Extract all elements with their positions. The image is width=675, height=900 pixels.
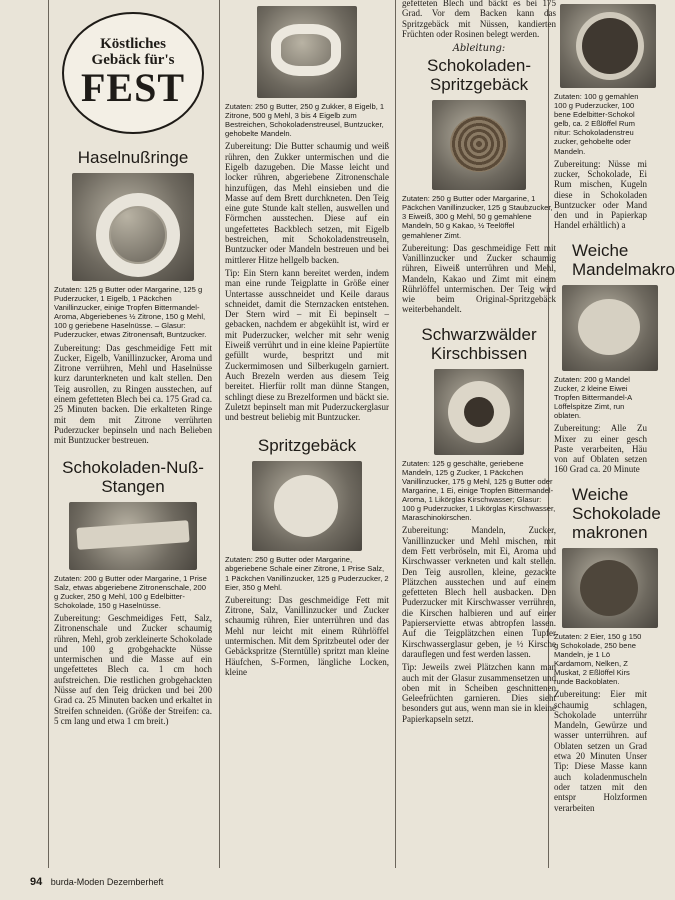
- recipe-title-weiche-schokoladenmakronen: Weiche Schokolade makronen: [572, 484, 661, 542]
- column-3: [396, 0, 562, 872]
- photo-mandelmakronen: [562, 285, 658, 371]
- ingredients-spritzgebaeck: Zutaten: 250 g Butter oder Margarine, abgeriebene Schale einer Zitrone, 1 Prise Salz, 1 Päckchen Vanillinzucker, 125 g Puderzucker, 2 Eier, 350 g Mehl.: [225, 555, 389, 592]
- recipe-title-spritzgebaeck: Spritzgebäck: [257, 436, 357, 456]
- fest-badge: [62, 12, 204, 134]
- subheading-ableitung: Ableitung:: [452, 43, 506, 55]
- photo-schokoladen-nuss-stangen: [69, 502, 197, 570]
- recipe-title-weiche-mandelmakronen: Weiche Mandelmakro: [572, 240, 675, 279]
- page-footer: [30, 876, 163, 888]
- instructions-schokoladen-spritzgebaeck: Zubereitung: Das geschmeidige Fett mit Vanillinzucker und Zucker schaumig rühren, Eiweiß unterrühren und Mehl, Mandeln, Kakao und Zimt mit einem Rührlöffel untermischen. Der Teig wird wie beim Original-Spritzgebäck weiterbehandelt.: [402, 242, 556, 315]
- tip-butterteig: Tip: Ein Stern kann bereitet werden, indem man eine runde Teigplatte in Größe einer Untertasse ausschneidet und Keile daraus schneidet, damit die Sternzacken entstehen. Der Stern wird – mit Ei bepinselt – gebacken, nachdem er abgekühlt ist, wird er mit Puderzucker, welcher mit sehr wenig Eiweiß verrührt und in eine kleine Papiertüte gefüllt wurde, bespritzt und mit Zuckermimosen und Silberkugeln garniert. Auch Brezeln werden aus diesem Teig bereitet. Hierfür rollt man dünne Stangen, schlingt diese zu Brezelformen und bäckt sie. Zuletzt bepinselt man mit Puderzuckerglasur und bestreut beliebig mit Buntzucker.: [225, 267, 389, 423]
- tip-kirschbissen: Tip: Jeweils zwei Plätzchen kann man auch mit der Glasur zusammensetzen und oben mit in Scheiben geschnittenen Geleefrüchten garnieren. Dies sieht besonders gut aus, wenn man sie in kleine Papierkapseln setzt.: [402, 662, 556, 724]
- ingredients-schokoladen-nuss-stangen: Zutaten: 200 g Butter oder Margarine, 1 Prise Salz, etwas abgeriebene Zitronenschale, 200 g Zucker, 250 g Mehl, 100 g Edelbitter-Schokolade, 150 g Haselnüsse.: [54, 573, 207, 610]
- ingredients-schokoladenkugeln: Zutaten: 100 g gemahlen 100 g Puderzucker, 100 bene Edelbitter-Schokol gelb, ca. 2 Eßlöffel Rum nitur: Schokoladenstreu zucker, gehobelte oder Mandeln.: [554, 92, 639, 156]
- photo-schokoladenmakronen: [562, 548, 658, 628]
- issue-name: Dezemberheft: [106, 877, 164, 887]
- photo-schokoladenkugeln: [560, 4, 656, 88]
- instructions-haselnussringe: Zubereitung: Das geschmeidige Fett mit Zucker, Eigelb, Vanillinzucker, Aroma und Zitrone verrühren, Mehl und Haselnüsse kurz darunterkneten und kalt stellen. Den Teig ausrollen, zu Ringen ausstechen, auf einem gefetteten Blech bei ca. 175 Grad ca. 25 Minuten backen. Die erkalteten Ringe mit dem mit Zitrone verrührten Puderzucker bepinseln und nach Belieben mit Buntzucker bestreuen.: [54, 342, 212, 446]
- instructions-spritzgebaeck: Zubereitung: Das geschmeidige Fett mit Zitrone, Salz, Vanillinzucker und Zucker schaumig rühren, Eier unterrühren und das Mehl nur leicht mit einem Rührlöffel untermischen. Mit dem Spritzbeutel oder der Gebäckspritze (Sterntülle) spritzt man kleine Häufchen, S-Formen, längliche Locken, kleine: [225, 594, 389, 677]
- recipe-title-haselnussringe: Haselnußringe: [77, 148, 189, 167]
- instructions-kirschbissen: Zubereitung: Mandeln, Zucker, Vanillinzucker und Mehl mischen, mit dem Fett verbröseln, mit Ei, Aroma und Kirschwasser verkneten und kalt stellen. Den Teig ausrollen, kleine, gezackte Plätzchen ausstechen und auf einem gefetteten Blech hell ausbacken. Den Puderzucker mit Kirschwasser verrühren, die Kirschen halbieren und auf einer Papierserviette etwas abtropfen lassen. Auf die Teigplätzchen einen Tupfer Kirschwasserglasur geben, je ½ Kirsche darauflegen und fest werden lassen.: [402, 525, 556, 659]
- instructions-mandelmakronen: Zubereitung: Alle Zu Mixer zu einer gesch Paste verarbeiten, Häu von auf Oblaten setzen 160 Grad ca. 20 Minute: [554, 423, 647, 475]
- photo-haselnussringe: [72, 173, 194, 281]
- column-4: [548, 0, 675, 872]
- ingredients-schokoladenmakronen: Zutaten: 2 Eier, 150 g 150 g Schokolade, 250 bene Mandeln, je 1 Lö Kardamom, Nelken, Z Muskat, 2 Eßlöffel Kirs runde Backoblaten.: [554, 631, 642, 687]
- badge-line-3: FEST: [80, 65, 186, 110]
- instructions-schokoladenkugeln: Zubereitung: Nüsse mi zucker, Schokolade, Ei Rum mischen, Kugeln diese in Schokoladen Buntzucker oder Mand den und in Papierkap Handel erhältlich) a: [554, 158, 647, 231]
- instructions-continued: gefetteten Blech und bäckt es bei 175 Grad. Vor dem Backen kann das Spritzgebäck mit Nüssen, kandierten Früchten oder Rosinen belegt werden.: [402, 0, 556, 39]
- page-number: 94: [30, 876, 43, 888]
- column-1: [48, 0, 218, 872]
- magazine-name: burda-Moden: [50, 877, 105, 887]
- ingredients-kirschbissen: Zutaten: 125 g geschälte, geriebene Mandeln, 125 g Zucker, 1 Päckchen Vanillinzucker, 175 g Mehl, 125 g Butter oder Margarine, 1 Ei, einige Tropfen Bittermandel-Aroma, 1 Likörglas Kirschwasser; Glasur: 100 g Puderzucker, 1 Likörglas Kirschwasser, Maraschinokirschen.: [402, 458, 556, 523]
- recipe-title-schokoladen-spritzgebaeck: Schokoladen-Spritzgebäck: [427, 56, 531, 95]
- instructions-schokoladenmakronen: Zubereitung: Eier mit schaumig schlagen, Schokolade unterrühr Mandeln, Gewürze und wasser unterrühren. auf Oblaten setzen un Grad etwa 20 Minuten Unser Tip: Diese Masse kann auch koladenmuscheln oder tatzen mit den entspr Holzformen verarbeiten: [554, 689, 647, 813]
- photo-kirschbissen: [434, 369, 524, 455]
- photo-brezeln: [257, 6, 357, 98]
- instructions-butterteig: Zubereitung: Die Butter schaumig und weiß rühren, den Zukker untermischen und die Eigelb dazugeben. Die Masse leicht und locker rühren, abgeriebene Zitronenschale hinzufügen, das Mehl einsieben und die Masse auf dem Brett durchkneten. Den Teig eine gute Stunde kalt stellen, auswellen und Förmchen ausstechen. Diese auf ein ungefettetes Backblech setzen, mit Eigelb bestreichen, mit Schokoladenstreuseln, Buntzucker oder Mandeln bestreuen und bei mittlerer Hitze hellgelb backen.: [225, 141, 389, 265]
- badge-line-2: Gebäck für's: [91, 52, 175, 68]
- photo-schokoladen-spritzgebaeck: [432, 100, 526, 190]
- photo-spritzgebaeck: [252, 461, 362, 551]
- recipe-title-schokoladen-nuss-stangen: Schokoladen-Nuß-Stangen: [62, 457, 204, 496]
- instructions-schokoladen-nuss-stangen: Zubereitung: Geschmeidiges Fett, Salz, Zitronenschale und Zucker schaumig rühren, Mehl, grob zerkleinerte Schokolade und 100 g grobgehackte Nüsse untermischen und die Masse auf ein ungefettetes Blech ca. 1 cm hoch aufstreichen. Die restlichen grobgehackten Nüsse auf den Teig drücken und bei 200 Grad ca. 25 Minuten backen und erkaltet in Streifen schneiden. (Größe der Streifen: ca. 5 cm lang und etwa 1 cm breit.): [54, 612, 212, 726]
- ingredients-butterteig: Zutaten: 250 g Butter, 250 g Zukker, 8 Eigelb, 1 Zitrone, 500 g Mehl, 3 bis 4 Eigelb zum Bestreichen, Schokoladenstreusel, Buntzucker, gehobelte Mandeln.: [225, 102, 385, 139]
- recipe-title-schwarzwaelder-kirschbissen: Schwarzwälder Kirschbissen: [421, 324, 537, 363]
- column-2: [219, 0, 395, 872]
- badge-line-1: Köstliches: [100, 36, 166, 52]
- ingredients-haselnussringe: Zutaten: 125 g Butter oder Margarine, 125 g Puderzucker, 1 Eigelb, 1 Päckchen Vanillinzucker, einige Tropfen Bittermandel-Aroma, Abgeriebenes ½ Zitrone, 150 g Mehl, 100 g geriebene Haselnüsse. – Glasur: Puderzucker, etwas Zitronensaft, Buntzucker.: [54, 285, 207, 340]
- ingredients-mandelmakronen: Zutaten: 200 g Mandel Zucker, 2 kleine Eiwei Tropfen Bittermandel-A Löffelspitze Zimt, run oblaten.: [554, 374, 632, 421]
- ingredients-schokoladen-spritzgebaeck: Zutaten: 250 g Butter oder Margarine, 1 Päckchen Vanillinzucker, 125 g Staubzucker, 3 Eiweiß, 300 g Mehl, 50 g gemahlene Mandeln, 50 g Kakao, ½ Teelöffel gemahlener Zimt.: [402, 194, 553, 240]
